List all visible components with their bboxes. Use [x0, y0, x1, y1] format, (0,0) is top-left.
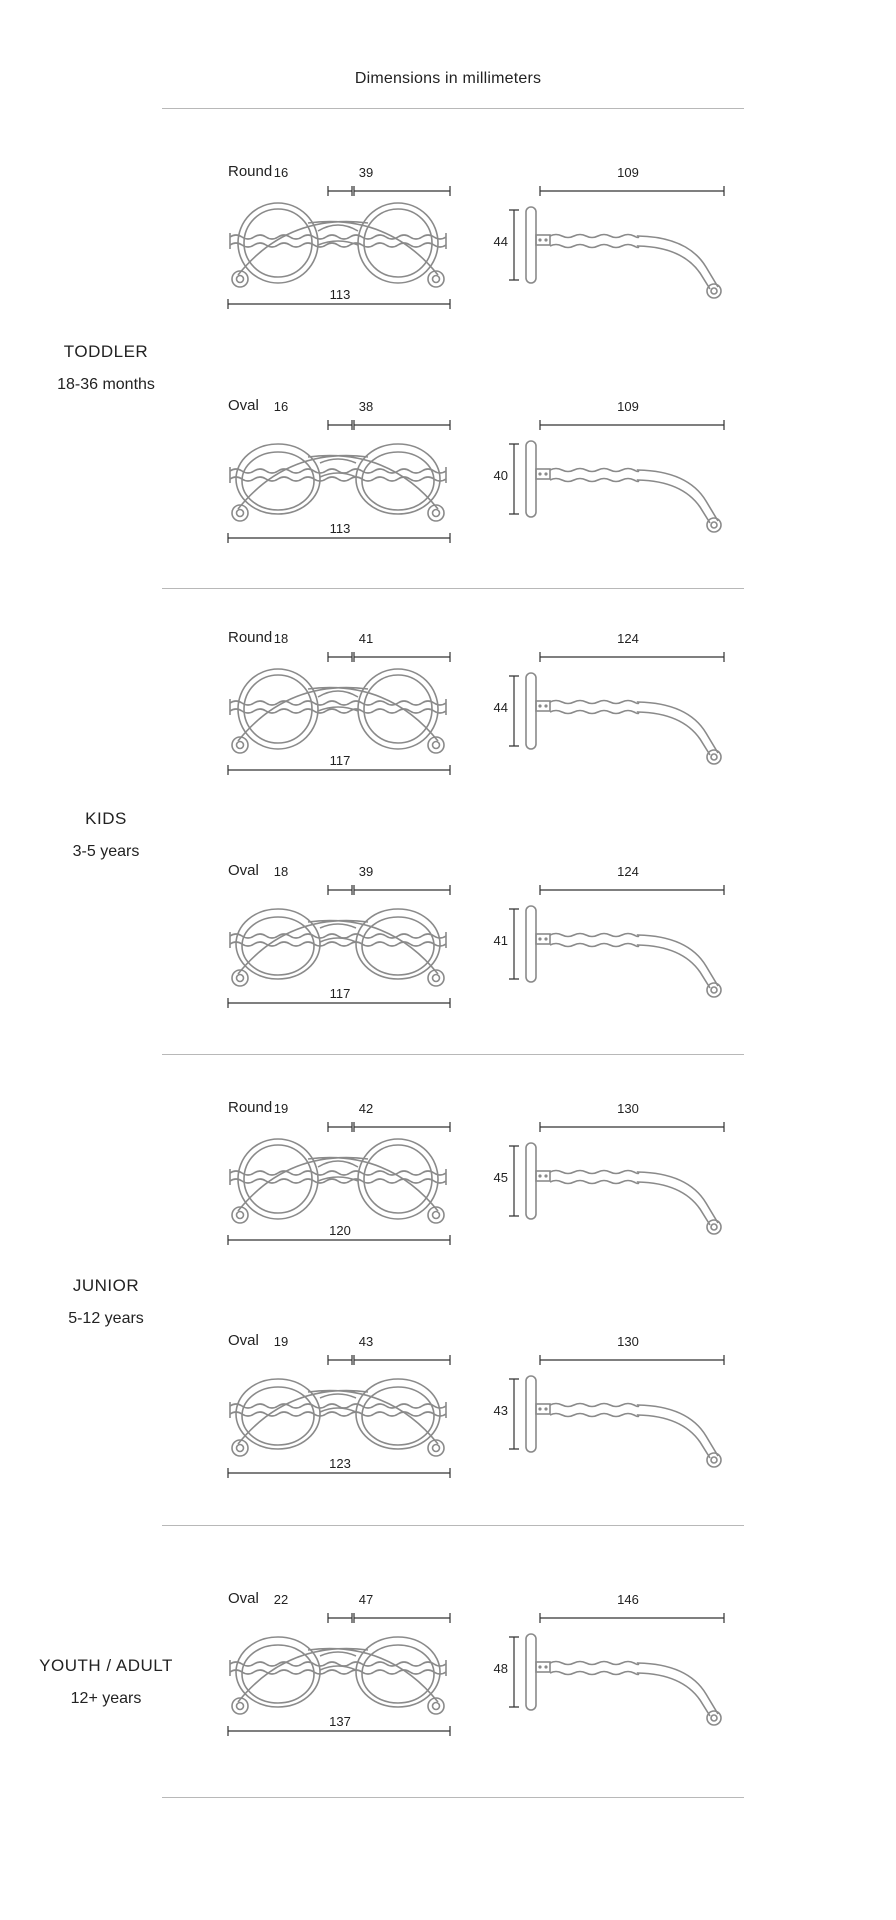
- total-width: 123: [329, 1456, 351, 1471]
- category-name: KIDS: [85, 809, 127, 828]
- side-tip-center: [711, 754, 717, 760]
- right-tip-center: [433, 1703, 440, 1710]
- temple-dimension-line: [540, 1122, 724, 1132]
- temple-dimension-line: [540, 420, 724, 430]
- frame-linework: [228, 1355, 724, 1478]
- lens-dimension-line: [354, 885, 450, 895]
- rivet: [538, 472, 541, 475]
- bridge-width: 18: [273, 864, 289, 879]
- side-hinge: [536, 235, 550, 245]
- rivet: [538, 1407, 541, 1410]
- rivet: [544, 1665, 547, 1668]
- bridge: [320, 1394, 356, 1412]
- category-name: TODDLER: [63, 342, 149, 361]
- frame-linework: [228, 420, 724, 543]
- left-tip-center: [237, 1445, 244, 1452]
- rivet: [538, 1174, 541, 1177]
- left-lens-inner: [242, 917, 314, 975]
- side-temple-bottom: [550, 479, 710, 524]
- temple-curves: [238, 456, 438, 509]
- rivet: [544, 937, 547, 940]
- frame-drawing: [218, 1590, 738, 1790]
- total-width: 117: [329, 753, 351, 768]
- bridge-width: 16: [273, 165, 289, 180]
- lens-dimension-line: [354, 652, 450, 662]
- frame-drawing: [218, 1332, 738, 1532]
- category-kids: [20, 809, 192, 861]
- front-temple-wave: [230, 1179, 446, 1183]
- height-dimension-line: [509, 1146, 519, 1216]
- bridge: [320, 1652, 356, 1670]
- temple-curves: [238, 1649, 438, 1702]
- total-width: 113: [329, 287, 351, 302]
- frame-height: 44: [493, 234, 508, 249]
- glasses-diagram-kids-round: [218, 629, 738, 829]
- bridge-dimension-line: [328, 1613, 352, 1623]
- side-frame: [526, 1376, 536, 1452]
- left-lens-inner: [244, 1145, 312, 1213]
- side-temple-bottom: [550, 1181, 710, 1226]
- side-temple-bottom: [550, 711, 710, 756]
- total-width: 113: [329, 521, 351, 536]
- side-hinge: [536, 469, 550, 479]
- side-hinge: [536, 934, 550, 944]
- glasses-diagram-toddler-oval: [218, 397, 738, 597]
- left-tip-center: [237, 1212, 244, 1219]
- side-tip-center: [711, 987, 717, 993]
- temple-length: 130: [617, 1101, 639, 1116]
- front-temple-wave: [230, 477, 446, 481]
- side-temple-bottom: [550, 944, 710, 989]
- lens-dimension-line: [354, 1355, 450, 1365]
- left-lens-inner: [242, 452, 314, 510]
- right-lens-inner: [362, 1387, 434, 1445]
- bridge: [320, 459, 356, 477]
- temple-curves: [238, 1391, 438, 1444]
- frame-drawing: [218, 1099, 738, 1299]
- right-tip-center: [433, 1212, 440, 1219]
- right-tip-center: [433, 1445, 440, 1452]
- frame-shape-label: Round: [228, 1099, 273, 1116]
- side-temple-bottom: [550, 245, 710, 290]
- right-tip-center: [433, 276, 440, 283]
- category-youth-adult: [20, 1656, 192, 1708]
- glasses-diagram-youth-adult-oval: [218, 1590, 738, 1790]
- category-age-range: 5-12 years: [68, 1310, 144, 1327]
- temple-dimension-line: [540, 1355, 724, 1365]
- category-name: JUNIOR: [72, 1276, 140, 1295]
- frame-shape-label: Oval: [228, 1332, 259, 1349]
- temple-dimension-line: [540, 1613, 724, 1623]
- lens-dimension-line: [354, 186, 450, 196]
- height-dimension-line: [509, 909, 519, 979]
- left-lens-inner: [244, 209, 312, 277]
- side-temple-top: [550, 1171, 718, 1224]
- frame-height: 48: [493, 1661, 508, 1676]
- side-temple-bottom: [550, 1414, 710, 1459]
- side-temple-top: [550, 934, 718, 987]
- bridge-dimension-line: [328, 186, 352, 196]
- page-title: Dimensions in millimeters: [354, 70, 542, 87]
- side-frame: [526, 441, 536, 517]
- right-tip-center: [433, 742, 440, 749]
- side-frame: [526, 207, 536, 283]
- right-lens-inner: [364, 1145, 432, 1213]
- rivet: [544, 704, 547, 707]
- front-temple-wave: [230, 243, 446, 247]
- side-hinge: [536, 1662, 550, 1672]
- frame-height: 44: [493, 700, 508, 715]
- bridge-width: 18: [273, 631, 289, 646]
- frame-shape-label: Round: [228, 163, 273, 180]
- left-tip-center: [237, 276, 244, 283]
- glasses-diagram-toddler-round: [218, 163, 738, 363]
- temple-curves: [238, 222, 438, 275]
- right-lens-inner: [362, 452, 434, 510]
- bridge-dimension-line: [328, 1122, 352, 1132]
- lens-width: 39: [358, 165, 374, 180]
- side-hinge: [536, 1171, 550, 1181]
- rivet: [544, 1174, 547, 1177]
- frame-height: 41: [493, 933, 508, 948]
- side-temple-bottom: [550, 1672, 710, 1717]
- total-width: 137: [329, 1714, 351, 1729]
- height-dimension-line: [509, 444, 519, 514]
- left-lens-inner: [242, 1387, 314, 1445]
- right-lens-inner: [364, 675, 432, 743]
- bridge: [320, 924, 356, 942]
- left-lens-inner: [244, 675, 312, 743]
- bridge: [318, 225, 358, 245]
- side-tip: [707, 1453, 721, 1467]
- front-temple-wave: [230, 1670, 446, 1674]
- side-frame: [526, 1143, 536, 1219]
- side-tip: [707, 1711, 721, 1725]
- side-frame: [526, 1634, 536, 1710]
- rivet: [544, 472, 547, 475]
- rivet: [538, 238, 541, 241]
- frame-shape-label: Oval: [228, 1590, 259, 1607]
- rivet: [538, 937, 541, 940]
- temple-length: 146: [617, 1592, 639, 1607]
- bridge: [318, 1161, 358, 1181]
- frame-height: 45: [493, 1170, 508, 1185]
- side-temple-top: [550, 469, 718, 522]
- side-temple-top: [550, 235, 718, 288]
- side-tip-center: [711, 522, 717, 528]
- frame-linework: [228, 885, 724, 1008]
- frame-shape-label: Round: [228, 629, 273, 646]
- category-junior: [20, 1276, 192, 1328]
- side-temple-top: [550, 701, 718, 754]
- category-age-range: 12+ years: [70, 1690, 142, 1707]
- frame-height: 43: [493, 1403, 508, 1418]
- temple-length: 109: [617, 165, 639, 180]
- divider: [162, 1797, 744, 1798]
- side-hinge: [536, 1404, 550, 1414]
- side-temple-top: [550, 1404, 718, 1457]
- rivet: [538, 1665, 541, 1668]
- front-temple-wave: [230, 701, 446, 705]
- lens-dimension-line: [354, 420, 450, 430]
- frame-linework: [228, 1122, 724, 1245]
- temple-length: 124: [617, 631, 639, 646]
- left-lens-inner: [242, 1645, 314, 1703]
- right-lens-inner: [362, 917, 434, 975]
- side-temple-top: [550, 1662, 718, 1715]
- rivet: [544, 1407, 547, 1410]
- bridge-width: 19: [273, 1334, 289, 1349]
- bridge-dimension-line: [328, 420, 352, 430]
- side-tip: [707, 284, 721, 298]
- frame-drawing: [218, 163, 738, 363]
- rivet: [538, 704, 541, 707]
- side-tip-center: [711, 288, 717, 294]
- temple-dimension-line: [540, 652, 724, 662]
- side-tip: [707, 1220, 721, 1234]
- lens-width: 38: [358, 399, 374, 414]
- bridge-dimension-line: [328, 885, 352, 895]
- frame-drawing: [218, 862, 738, 1062]
- temple-curves: [238, 1158, 438, 1211]
- frame-shape-label: Oval: [228, 397, 259, 414]
- total-width: 117: [329, 986, 351, 1001]
- temple-curves: [238, 921, 438, 974]
- lens-width: 43: [358, 1334, 374, 1349]
- left-tip-center: [237, 742, 244, 749]
- front-temple-wave: [230, 709, 446, 713]
- glasses-diagram-kids-oval: [218, 862, 738, 1062]
- temple-dimension-line: [540, 186, 724, 196]
- glasses-diagram-junior-oval: [218, 1332, 738, 1532]
- frame-linework: [228, 186, 724, 309]
- height-dimension-line: [509, 210, 519, 280]
- front-temple-wave: [230, 1412, 446, 1416]
- glasses-diagram-junior-round: [218, 1099, 738, 1299]
- lens-width: 39: [358, 864, 374, 879]
- lens-dimension-line: [354, 1613, 450, 1623]
- frame-drawing: [218, 629, 738, 829]
- category-toddler: [20, 342, 192, 394]
- side-hinge: [536, 701, 550, 711]
- bridge-width: 19: [273, 1101, 289, 1116]
- lens-width: 47: [358, 1592, 374, 1607]
- lens-width: 42: [358, 1101, 374, 1116]
- lens-width: 41: [358, 631, 374, 646]
- right-lens-inner: [362, 1645, 434, 1703]
- side-tip-center: [711, 1457, 717, 1463]
- side-frame: [526, 673, 536, 749]
- frame-shape-label: Oval: [228, 862, 259, 879]
- temple-curves: [238, 688, 438, 741]
- bridge-width: 22: [273, 1592, 289, 1607]
- bridge-width: 16: [273, 399, 289, 414]
- category-age-range: 3-5 years: [72, 843, 140, 860]
- lens-dimension-line: [354, 1122, 450, 1132]
- side-tip: [707, 518, 721, 532]
- right-lens-inner: [364, 209, 432, 277]
- height-dimension-line: [509, 1637, 519, 1707]
- side-tip: [707, 750, 721, 764]
- right-tip-center: [433, 510, 440, 517]
- bridge: [318, 691, 358, 711]
- height-dimension-line: [509, 1379, 519, 1449]
- side-tip-center: [711, 1224, 717, 1230]
- temple-length: 109: [617, 399, 639, 414]
- total-width: 120: [329, 1223, 351, 1238]
- frame-linework: [228, 652, 724, 775]
- frame-height: 40: [493, 468, 508, 483]
- frame-linework: [228, 1613, 724, 1736]
- left-tip-center: [237, 510, 244, 517]
- temple-length: 130: [617, 1334, 639, 1349]
- front-temple-wave: [230, 235, 446, 239]
- category-age-range: 18-36 months: [57, 376, 155, 393]
- temple-length: 124: [617, 864, 639, 879]
- bridge-dimension-line: [328, 1355, 352, 1365]
- front-temple-wave: [230, 1171, 446, 1175]
- front-temple-wave: [230, 942, 446, 946]
- side-tip-center: [711, 1715, 717, 1721]
- bridge-dimension-line: [328, 652, 352, 662]
- frame-drawing: [218, 397, 738, 597]
- height-dimension-line: [509, 676, 519, 746]
- rivet: [544, 238, 547, 241]
- left-tip-center: [237, 1703, 244, 1710]
- category-name: YOUTH / ADULT: [39, 1656, 173, 1675]
- side-tip: [707, 983, 721, 997]
- divider: [162, 108, 744, 109]
- left-tip-center: [237, 975, 244, 982]
- right-tip-center: [433, 975, 440, 982]
- side-frame: [526, 906, 536, 982]
- temple-dimension-line: [540, 885, 724, 895]
